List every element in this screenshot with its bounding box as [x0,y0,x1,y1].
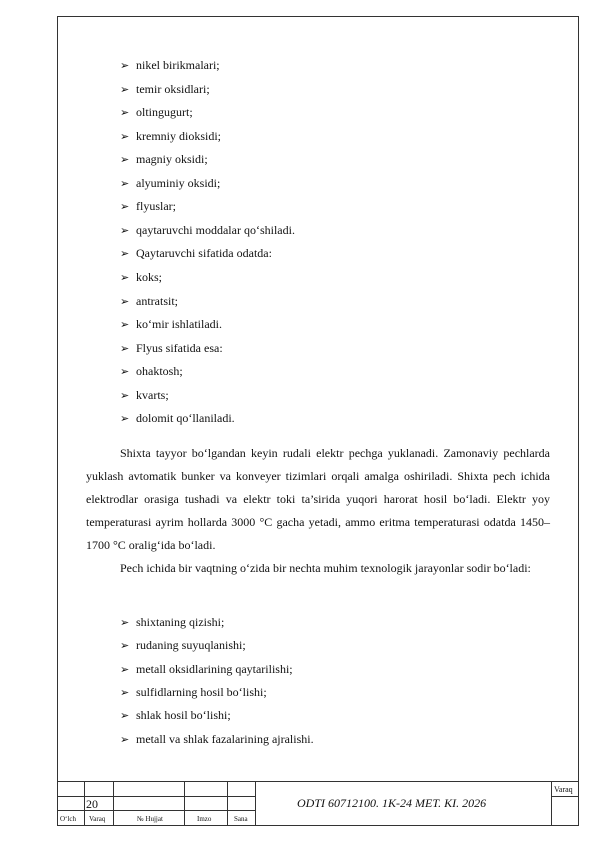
list-item-text: metall va shlak fazalarining ajralishi. [136,731,314,746]
list-item [120,364,183,379]
list-item [120,615,224,630]
list-item-text: kremniy dioksidi; [136,128,221,143]
stamp-label-sana: Sana [234,815,248,823]
list-item-text: flyuslar; [136,199,176,214]
arrow-bullet-icon: ➢ [120,130,130,143]
stamp-label-hujjat: № Hujjat [137,815,163,823]
stamp-col-line-3 [184,781,185,826]
arrow-bullet-icon: ➢ [120,413,130,426]
list-item-text: koks; [136,269,163,284]
list-item [120,129,221,144]
list-item [120,105,193,120]
list-item-text: rudaning suyuqlanishi; [136,638,246,653]
arrow-bullet-icon: ➢ [120,617,130,629]
list-item-text: shixtaning qizishi; [136,615,225,629]
list-item-text: nikel birikmalari; [136,58,220,72]
stamp-label-olch: O‘lch [60,815,76,823]
list-item-text: magniy oksidi; [136,152,208,167]
arrow-bullet-icon: ➢ [120,710,130,723]
document-code: ODTI 60712100. 1K-24 MET. KI. 2026 [297,796,487,810]
list-item-text: Qaytaruvchi sifatida odatda: [136,246,272,261]
arrow-bullet-icon: ➢ [120,248,130,261]
list-item [120,270,162,285]
list-item-text: temir oksidlari; [136,81,210,96]
list-item-text: metall oksidlarining qaytarilishi; [136,661,293,676]
list-item [120,176,220,191]
arrow-bullet-icon: ➢ [120,60,130,72]
list-item [120,708,231,723]
list-item-text: ko‘mir ishlatiladi. [136,317,222,332]
stamp-label-varaq: Varaq [89,815,106,823]
list-item [120,388,169,403]
arrow-bullet-icon: ➢ [120,663,130,676]
paragraph-2-text: Pech ichida bir vaqtning o‘zida bir nechta muhim texnologik jarayonlar sodir bo‘ladi: [120,561,531,575]
paragraph-shixta [86,442,550,557]
title-block [57,781,579,826]
list-item-text: dolomit qo‘llaniladi. [136,411,235,426]
arrow-bullet-icon: ➢ [120,83,130,96]
stamp-col-line-4 [227,781,228,826]
list-item-text: qaytaruvchi moddalar qo‘shiladi. [136,222,295,237]
arrow-bullet-icon: ➢ [120,154,130,167]
list-item [120,411,235,426]
list-item-text: antratsit; [136,293,178,308]
stamp-col-line-6 [551,781,552,826]
list-item-text: ohaktosh; [136,364,183,379]
list-item-text: oltingugurt; [136,105,193,120]
stamp-col-line-1 [84,781,85,826]
stamp-col-line-2 [113,781,114,826]
stamp-row-line-3 [551,796,579,797]
arrow-bullet-icon: ➢ [120,366,130,379]
list-item [120,662,293,677]
page-number: 20 [86,797,98,811]
list-item-text: kvarts; [136,387,169,402]
list-item [120,199,176,214]
arrow-bullet-icon: ➢ [120,389,130,402]
list-item [120,294,178,309]
arrow-bullet-icon: ➢ [120,271,130,284]
arrow-bullet-icon: ➢ [120,201,130,214]
paragraph-1-text: Shixta tayyor bo‘lgandan keyin rudali elektr pechga yuklanadi. Zamonaviy pechlarda yuklash avtomatik bunker va konveyer tizimlari orqali amalga oshiriladi. Shixta pech ichida elektrodlar orasiga tushadi va elektr toki ta’sirida yuqori harorat hosil bo‘ladi. Elektr yoy temperaturasi ayrim hollarda 3000 °C gacha yetadi, ammo eritma temperaturasi odatda 1450–1700 °C oralig‘ida bo‘ladi. [86,446,550,552]
stamp-label-varaq-right: Varaq [554,785,573,794]
stamp-col-line-5 [255,781,256,826]
arrow-bullet-icon: ➢ [120,177,130,190]
list-item [120,82,210,97]
list-item [120,638,246,653]
list-item-text: alyuminiy oksidi; [136,175,221,190]
stamp-label-imzo: Imzo [197,815,212,823]
list-item-text: Flyus sifatida esa: [136,340,223,355]
list-item [120,246,272,261]
arrow-bullet-icon: ➢ [120,295,130,308]
arrow-bullet-icon: ➢ [120,319,130,332]
list-item [120,223,295,238]
arrow-bullet-icon: ➢ [120,107,130,120]
paragraph-pech [86,557,550,580]
list-item [120,732,314,747]
arrow-bullet-icon: ➢ [120,686,130,699]
list-item [120,152,208,167]
list-item-text: sulfidlarning hosil bo‘lishi; [136,684,267,699]
list-item-text: shlak hosil bo‘lishi; [136,708,231,723]
arrow-bullet-icon: ➢ [120,342,130,355]
list-item [120,58,220,73]
list-item [120,317,222,332]
arrow-bullet-icon: ➢ [120,224,130,237]
arrow-bullet-icon: ➢ [120,733,130,746]
list-item [120,341,223,356]
list-item [120,685,267,700]
arrow-bullet-icon: ➢ [120,640,130,653]
